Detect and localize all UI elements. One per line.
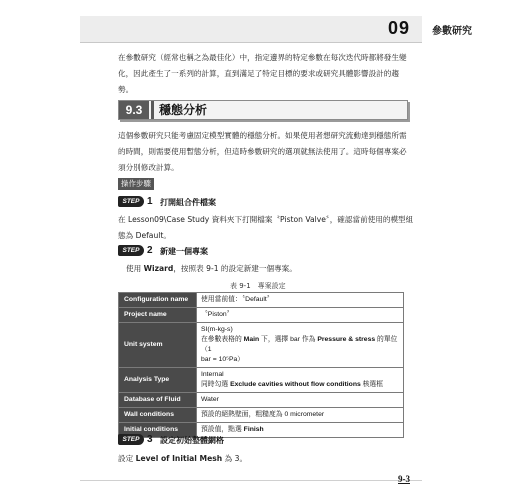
section-divider (151, 101, 154, 119)
footer-divider (80, 480, 422, 481)
step-body-text: 設定 (118, 454, 136, 463)
section-number: 9.3 (119, 101, 149, 119)
table-value: 預設的絕熱壁面，粗糙度為 0 micrometer (197, 408, 404, 423)
table-value (197, 423, 404, 438)
step-title: 設定初始整體網格 (160, 436, 224, 445)
table-value-text: 下，選擇 bar 作為 (259, 336, 318, 343)
table-value-bold: Finish (243, 426, 264, 433)
table-value-bold: Exclude cavities without flow conditions (230, 381, 361, 388)
table-row (119, 393, 404, 408)
table-value-text: 的單位（1 (201, 336, 398, 353)
step-number: 2 (147, 245, 153, 256)
table-value (197, 368, 404, 393)
table-value-line: SI(m-kg-s) (201, 326, 233, 333)
section-paragraph: 這個參數研究只能考慮固定模型實體的穩態分析。如果使用者想研究流動達到穩態所需的時間，則需要使用暫態分析，但這時參數研究的選項就無法使用了。這時每個專案必須分別修改計算。 (118, 131, 407, 172)
step-body-text: ，按照表 9-1 的設定新建一個專案。 (173, 264, 297, 273)
step-number: 1 (147, 196, 153, 207)
table-key: Analysis Type (119, 368, 197, 393)
step-number: 3 (147, 434, 153, 445)
chapter-number: 09 (388, 18, 411, 38)
page-number: 9-3 (398, 474, 410, 484)
table-value-bold: Main (243, 336, 260, 343)
table-row (119, 308, 404, 323)
section-heading (118, 100, 408, 120)
step-body: 在 Lesson09\Case Study 資料夾下打開檔案〝Piston Valve〞，確認當前使用的模型組態為 Default。 (118, 215, 414, 240)
table-value-text: 預設值，點選 (201, 426, 244, 433)
table-row (119, 293, 404, 308)
table-row (119, 323, 404, 368)
step-badge: STEP (118, 196, 144, 207)
table-key: Initial conditions (119, 423, 197, 438)
table-value-line: bar = 10⁵Pa） (201, 356, 245, 363)
table-key: Unit system (119, 323, 197, 368)
table-value-line: Internal (201, 371, 224, 378)
table-row (119, 408, 404, 423)
table-value: 使用當前值：〝Default〞 (197, 293, 404, 308)
step-title: 新建一個專案 (160, 247, 208, 256)
step-body-text: 為 3。 (222, 454, 248, 463)
table-caption: 表 9-1 專案設定 (230, 282, 286, 290)
table-value: Water (197, 393, 404, 408)
table-key: Project name (119, 308, 197, 323)
project-settings-table (118, 292, 404, 438)
step-body-bold: Level of Initial Mesh (135, 454, 223, 463)
step-body-text: 使用 (126, 264, 144, 273)
table-value-text: 同時勾選 (201, 381, 231, 388)
step-body (118, 451, 414, 467)
table-value-line (201, 335, 399, 355)
intro-paragraph: 在參數研究（經常也稱之為最佳化）中，指定邊界的特定參數在每次迭代時都將發生變化，因此產生了一系列的計算，直到滿足了特定目標的要求或研究具體影響設計的趨勢。 (118, 53, 407, 94)
table-value-line (201, 380, 399, 390)
table-value-bold: Pressure & stress (317, 336, 376, 343)
table-value-text: 在參數表格的 (201, 336, 244, 343)
table-value-text: 核選框 (360, 381, 384, 388)
step-badge: STEP (118, 434, 144, 445)
table-key: Configuration name (119, 293, 197, 308)
step-body (126, 261, 422, 277)
table-value (197, 323, 404, 368)
header-bar (80, 16, 422, 43)
header-title: 參數研究 (432, 26, 472, 37)
section-title: 穩態分析 (159, 103, 208, 117)
table-key: Wall conditions (119, 408, 197, 423)
ops-label: 操作步驟 (118, 178, 154, 190)
step-title: 打開組合件檔案 (160, 198, 216, 207)
table-value: 〝Piston〞 (197, 308, 404, 323)
table-row (119, 368, 404, 393)
step-body-bold: Wizard (143, 264, 174, 273)
table-key: Database of Fluid (119, 393, 197, 408)
step-badge: STEP (118, 245, 144, 256)
